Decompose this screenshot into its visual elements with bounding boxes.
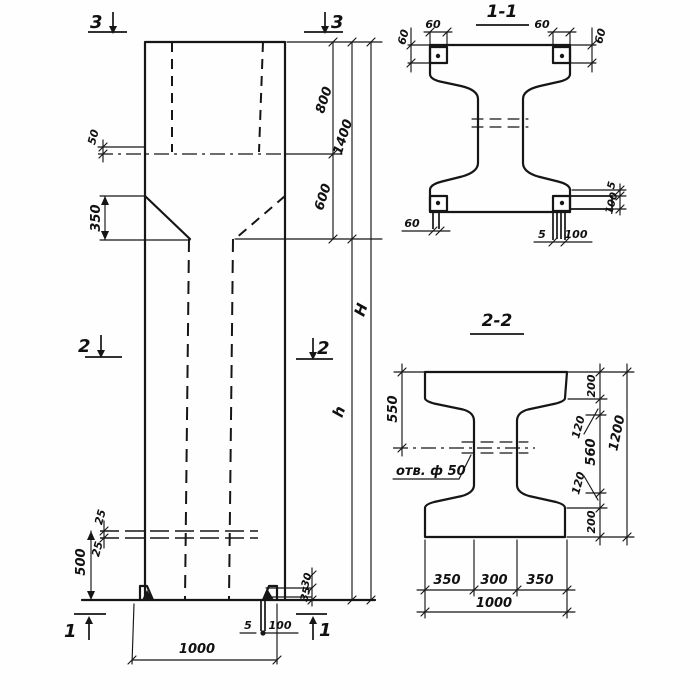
dim-500: 500 bbox=[74, 548, 89, 576]
marker-2-right-label: 2 bbox=[317, 338, 330, 359]
dim-120-bot: 120 bbox=[569, 470, 588, 496]
section-marker-1-left bbox=[64, 614, 106, 642]
dim-100-right: 100 bbox=[603, 191, 621, 216]
section-marker-3-right bbox=[304, 12, 344, 34]
dim-50: 50 bbox=[85, 128, 102, 147]
marker-2-left-arrow-line bbox=[85, 335, 122, 357]
sleeve-hidden-lines bbox=[172, 42, 263, 152]
dim-1200: 1200 bbox=[606, 413, 629, 453]
dim-560: 560 bbox=[584, 438, 599, 466]
dim-5-base: 5 bbox=[244, 619, 252, 632]
section-marker-2-left bbox=[78, 335, 122, 358]
section-2-2 bbox=[386, 311, 634, 618]
dim-1000-section: 1000 bbox=[475, 596, 513, 611]
dim-35: 35 bbox=[298, 585, 314, 603]
dim-arrows bbox=[87, 196, 109, 600]
dim-h: h bbox=[328, 403, 350, 420]
section-1-1-outline bbox=[430, 45, 570, 212]
dim-5-right: 5 bbox=[605, 180, 619, 191]
hole-label: отв. ф 50 bbox=[396, 464, 466, 479]
dim-100-base: 100 bbox=[268, 619, 292, 632]
dim-200-top: 200 bbox=[585, 374, 598, 398]
section-marker-2-right bbox=[296, 338, 333, 360]
base-plate bbox=[261, 600, 265, 631]
dim-30: 30 bbox=[299, 571, 315, 589]
section-2-2-title: 2-2 bbox=[481, 311, 513, 331]
dim-600: 600 bbox=[312, 181, 335, 213]
dim-1000-elevation: 1000 bbox=[178, 642, 216, 657]
dim-25-lower: 25 bbox=[89, 540, 106, 559]
section-2-2-outline bbox=[425, 372, 567, 537]
section-1-1-title: 1-1 bbox=[486, 2, 518, 22]
dim-550: 550 bbox=[386, 395, 401, 423]
anchor-dot-tr bbox=[560, 54, 564, 58]
marker-1-left-label: 1 bbox=[64, 621, 77, 642]
anchor-dot-bl bbox=[436, 201, 440, 205]
bottom-plate-down bbox=[553, 212, 565, 240]
anchor-dot-tl bbox=[436, 54, 440, 58]
marker-1-right-label: 1 bbox=[319, 620, 332, 641]
marker-3-left-label: 3 bbox=[90, 12, 103, 33]
dim-300: 300 bbox=[480, 573, 508, 588]
bottom-plate-legs-left bbox=[433, 211, 439, 229]
dim-60-left: 60 bbox=[395, 28, 412, 47]
dim-60-bottom-left: 60 bbox=[404, 217, 420, 230]
taper-left bbox=[145, 196, 190, 239]
column-outline bbox=[82, 42, 375, 600]
web-hidden-lines bbox=[185, 239, 233, 600]
marker-2-left-label: 2 bbox=[78, 336, 91, 357]
dim-5-bottom: 5 bbox=[538, 228, 546, 241]
marker-3-right-label: 3 bbox=[331, 12, 344, 33]
dim-25-upper: 25 bbox=[92, 508, 109, 527]
dim-60-right: 60 bbox=[592, 27, 609, 46]
crane-plate-lines bbox=[100, 531, 258, 538]
dim-350-right: 350 bbox=[526, 573, 554, 588]
dim-H: H bbox=[350, 300, 372, 319]
dim-1400: 1400 bbox=[330, 117, 357, 157]
dim-200-bot: 200 bbox=[585, 510, 598, 534]
marker-1-right-arrowhead bbox=[309, 616, 317, 624]
dim-800: 800 bbox=[313, 84, 336, 116]
elevation-view bbox=[64, 12, 382, 664]
dim-ticks bbox=[99, 38, 375, 664]
dim-120-top: 120 bbox=[569, 414, 588, 440]
dim-350: 350 bbox=[89, 204, 104, 232]
dim-60-top-left: 60 bbox=[425, 18, 441, 31]
dim-60-top-right: 60 bbox=[534, 18, 550, 31]
anchor-dot-br bbox=[560, 201, 564, 205]
taper-right-hidden bbox=[235, 196, 285, 239]
section-1-1 bbox=[395, 2, 626, 246]
section-marker-1-right bbox=[296, 614, 332, 641]
dim-350-left: 350 bbox=[433, 573, 461, 588]
embedded-plates bbox=[430, 47, 570, 211]
dim-100-bottom: 100 bbox=[564, 228, 588, 241]
marker-1-left-arrow-line bbox=[74, 614, 106, 640]
marker-1-left-arrowhead bbox=[85, 616, 93, 624]
section-marker-3-left bbox=[88, 12, 127, 34]
web-centre-dashes bbox=[472, 119, 528, 127]
